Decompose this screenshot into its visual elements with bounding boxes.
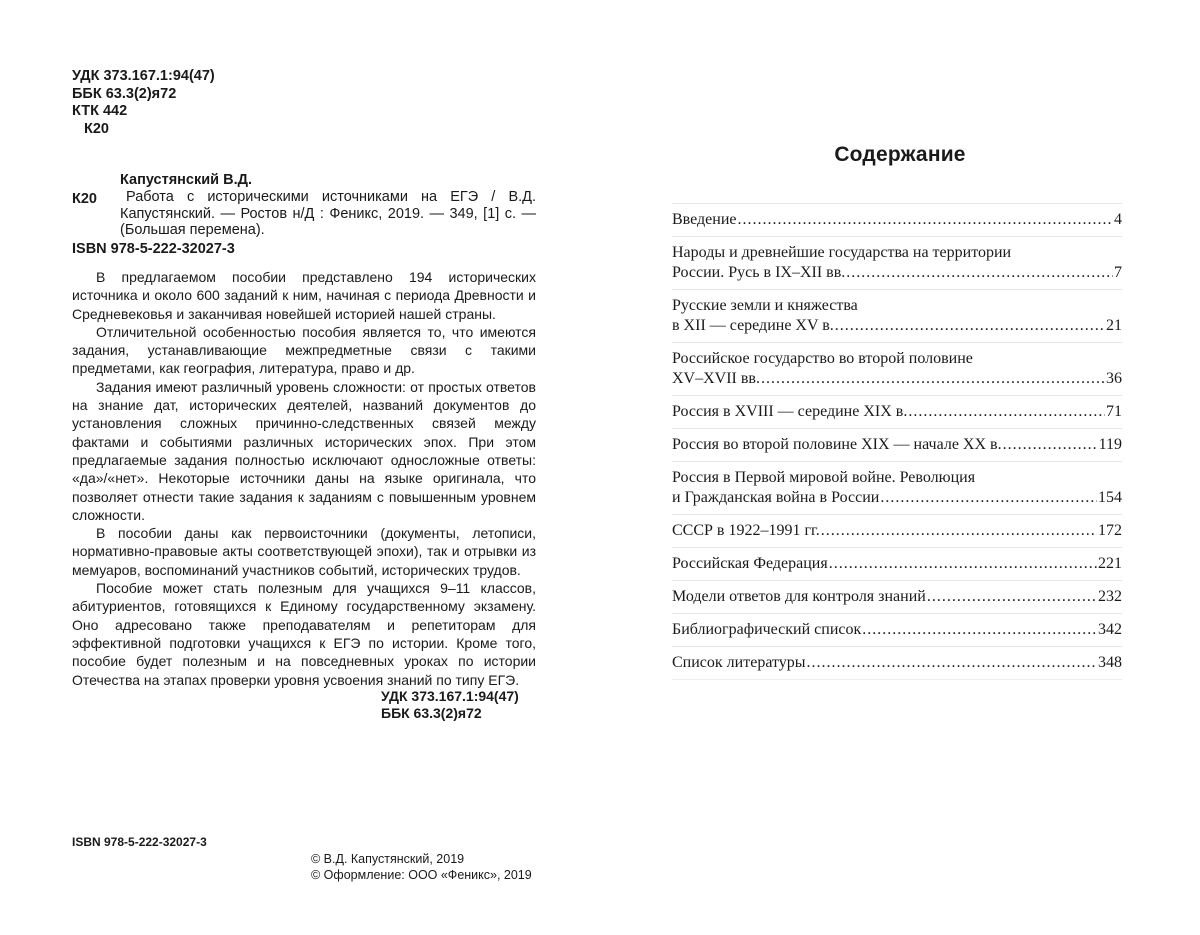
record-author-mark: К20	[72, 191, 97, 207]
toc-page-number: 232	[1098, 588, 1122, 605]
isbn: ISBN 978-5-222-32027-3	[72, 241, 235, 257]
dot-leader	[821, 521, 1097, 541]
toc-entry-title: Список литературы	[672, 654, 806, 671]
toc-entry-title: Российская Федерация	[672, 555, 828, 572]
dot-leader	[927, 587, 1097, 607]
toc-entry-title: XV–XVII вв.	[672, 370, 760, 387]
toc-entry-title: в XII — середине XV в.	[672, 317, 834, 334]
toc-entry-line	[672, 587, 1122, 607]
toc-entry[interactable]	[672, 395, 1122, 428]
toc-page-number: 4	[1114, 211, 1122, 228]
toc-entry-line	[672, 210, 1122, 230]
toc-page-number: 36	[1106, 370, 1122, 387]
classification-codes-bottom	[381, 688, 519, 722]
toc-entry-line	[672, 369, 1122, 389]
toc-page-number: 71	[1106, 403, 1122, 420]
author-mark: К20	[84, 120, 109, 137]
isbn-bottom: ISBN 978-5-222-32027-3	[72, 835, 207, 849]
toc-entry-line	[672, 521, 1122, 541]
toc-entry-title: Введение	[672, 211, 737, 228]
toc-entry[interactable]	[672, 514, 1122, 547]
author-name: Капустянский В.Д.	[120, 172, 252, 188]
toc-page-number: 21	[1106, 317, 1122, 334]
toc-entry-title: и Гражданская война в России	[672, 489, 880, 506]
toc-page-number: 221	[1098, 555, 1122, 572]
classification-codes	[72, 68, 215, 138]
dot-leader	[738, 210, 1114, 230]
dot-leader	[1003, 435, 1098, 455]
toc-entry-line	[672, 263, 1122, 283]
annotation-paragraph: Отличительной особенностью пособия является то, что имеются задания, устанавливающие межпредметные связи с такими предметами, как география, литература, право и др.	[72, 323, 536, 377]
toc-entry-line	[672, 435, 1122, 455]
table-of-contents	[672, 203, 1122, 680]
toc-entry[interactable]	[672, 547, 1122, 580]
toc-entry-title-line: Российское государство во второй половине	[672, 350, 973, 367]
toc-entry[interactable]	[672, 613, 1122, 646]
toc-entry[interactable]	[672, 646, 1122, 680]
dot-leader	[761, 369, 1105, 389]
copyright-notice	[311, 852, 532, 883]
dot-leader	[908, 402, 1105, 422]
toc-entry-line	[672, 402, 1122, 422]
toc-entry-title-line: Народы и древнейшие государства на территории	[672, 244, 1012, 261]
toc-page-number: 119	[1098, 436, 1122, 453]
toc-entry[interactable]	[672, 203, 1122, 236]
toc-entry[interactable]	[672, 289, 1122, 342]
annotation-paragraph: Задания имеют различный уровень сложности: от простых ответов на знание дат, исторических деятелей, названий документов до установления сложных причинно-следственных связей между фактами и событиями различных исторических эпох. При этом предлагаемые задания полностью исключают односложные ответы: «да»/«нет». Некоторые источники даны на языке оригинала, что позволяет отнести такие задания к заданиям с повышенным уровнем сложности.	[72, 378, 536, 523]
toc-entry-title: Россия в XVIII — середине XIX в.	[672, 403, 908, 420]
toc-entry-title: Библиографический список	[672, 621, 862, 638]
toc-page-number: 154	[1098, 489, 1122, 506]
dot-leader	[807, 653, 1097, 673]
toc-entry-title-line: Русские земли и княжества	[672, 297, 858, 314]
dot-leader	[829, 554, 1097, 574]
toc-entry-line	[672, 554, 1122, 574]
toc-page-number: 348	[1098, 654, 1122, 671]
udk-code: УДК 373.167.1:94(47)	[72, 68, 215, 84]
toc-page-number: 342	[1098, 621, 1122, 638]
toc-entry-line	[672, 316, 1122, 336]
toc-entry-line	[672, 620, 1122, 640]
bbk-code: ББК 63.3(2)я72	[72, 85, 177, 102]
contents-page	[600, 0, 1200, 935]
toc-entry[interactable]	[672, 461, 1122, 514]
toc-entry[interactable]	[672, 236, 1122, 289]
dot-leader	[846, 263, 1113, 283]
toc-entry[interactable]	[672, 428, 1122, 461]
toc-entry-title: СССР в 1922–1991 гг.	[672, 522, 820, 539]
toc-entry-title: Россия во второй половине XIX — начале XX в.	[672, 436, 1002, 453]
annotation-paragraph: В предлагаемом пособии представлено 194 исторических источника и около 600 заданий к ним, начиная с периода Древности и Средневековья и заканчивая новейшей историей нашей страны.	[72, 269, 536, 322]
toc-page-number: 7	[1114, 264, 1122, 281]
udk-code: УДК 373.167.1:94(47)	[381, 688, 519, 704]
copyright-author: © В.Д. Капустянский, 2019	[311, 852, 465, 866]
bbk-code: ББК 63.3(2)я72	[381, 705, 482, 721]
toc-page-number: 172	[1098, 522, 1122, 539]
dot-leader	[880, 488, 1097, 508]
annotation-paragraph: Пособие может стать полезным для учащихся 9–11 классов, абитуриентов, готовящихся к Единому государственному экзамену. Оно адресовано также преподавателям и репетиторам для эффективной подготовки учащихся к ЕГЭ по истории. Кроме того, пособие будет полезным и на повседневных уроках по истории Отечества на этапах проверки уровня усвоения знаний по типу ЕГЭ.	[72, 580, 536, 688]
copyright-design: © Оформление: ООО «Феникс», 2019	[311, 867, 532, 882]
dot-leader	[835, 316, 1105, 336]
contents-title: Содержание	[834, 143, 966, 166]
toc-entry-title: Модели ответов для контроля знаний	[672, 588, 926, 605]
toc-entry-title: России. Русь в IX–XII вв.	[672, 264, 846, 281]
ktk-code: КТК 442	[72, 103, 128, 119]
record-description: Работа с историческими источниками на ЕГЭ / В.Д. Капустянский. — Ростов н/Д : Феникс, 2019. — 349, [1] с. — (Большая перемена).	[120, 189, 536, 238]
dot-leader	[862, 620, 1097, 640]
annotation-paragraph: В пособии даны как первоисточники (документы, летописи, нормативно-правовые акты соответствующей эпохи), так и отрывки из мемуаров, воспоминаний участников событий, исторических трудов.	[72, 525, 536, 578]
toc-entry-line	[672, 488, 1122, 508]
toc-entry[interactable]	[672, 580, 1122, 613]
annotation	[72, 268, 536, 689]
toc-entry-line	[672, 653, 1122, 673]
toc-entry-title-line: Россия в Первой мировой войне. Революция	[672, 469, 976, 486]
toc-entry[interactable]	[672, 342, 1122, 395]
